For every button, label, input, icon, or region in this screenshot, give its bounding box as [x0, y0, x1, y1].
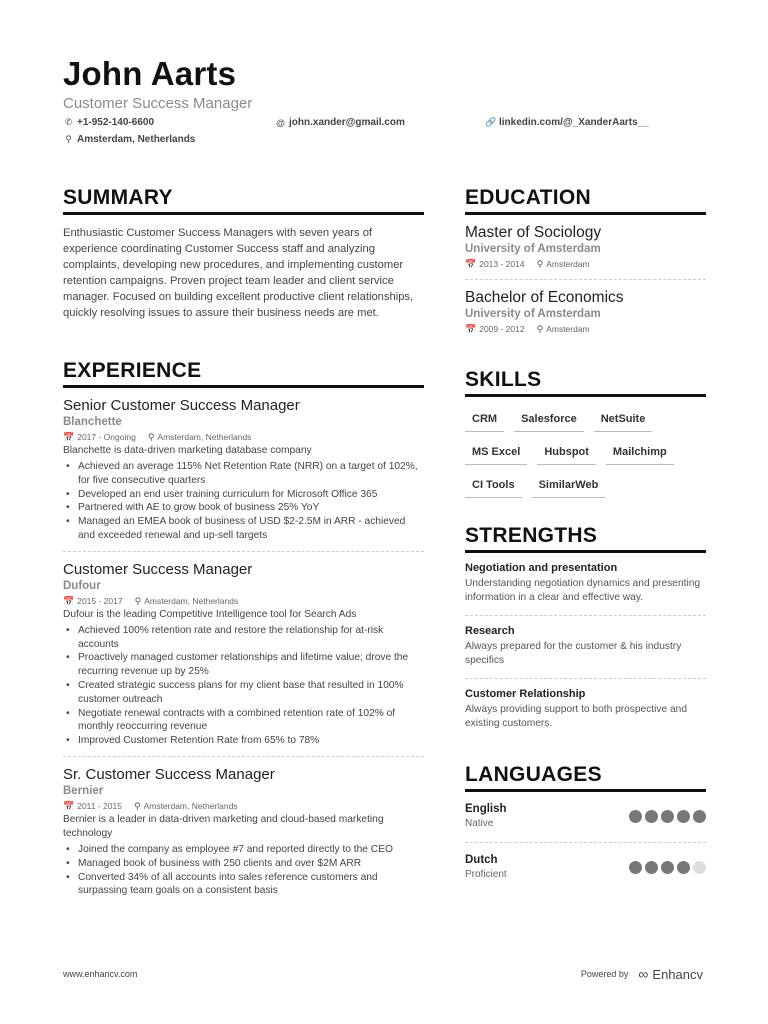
edu-degree: Bachelor of Economics [465, 289, 624, 306]
right-column [465, 186, 706, 893]
strength-description: Always providing support to both prospective and existing customers. [465, 704, 687, 729]
language-level: Native [465, 818, 494, 829]
strength-entry [465, 553, 706, 616]
job-meta [63, 800, 424, 813]
job-location: Amsterdam, Netherlands [143, 800, 238, 811]
calendar-icon: 📅 [465, 259, 477, 269]
contact-linkedin[interactable] [485, 117, 649, 128]
job-title: Sr. Customer Success Manager [63, 765, 275, 783]
strength-description: Always prepared for the customer & his industry specifics [465, 641, 682, 666]
strength-entry [465, 616, 706, 679]
education-section [465, 186, 706, 344]
contact-email[interactable] [275, 117, 405, 128]
skill-tag: SimilarWeb [532, 475, 606, 498]
languages-section [465, 763, 706, 893]
list-item: • Developed an end user training curriculum for Microsoft Office 365 [63, 488, 424, 502]
education-entry [465, 215, 706, 280]
rating-dot-filled [629, 810, 642, 823]
skills-list [465, 409, 706, 498]
location-text: Amsterdam, Netherlands [77, 134, 196, 145]
language-entry [465, 843, 706, 893]
job-location: Amsterdam, Netherlands [144, 595, 239, 606]
location-pin-icon: ⚲ [147, 432, 155, 442]
rating-dot-empty [693, 861, 706, 874]
list-item: • Negotiate renewal contracts with a combined retention rate of 102% of monthly reoccurring revenue [63, 707, 424, 735]
phone-icon: ✆ [64, 117, 73, 127]
strength-title: Negotiation and presentation [465, 562, 618, 574]
skills-section [465, 368, 706, 498]
edu-meta [465, 323, 706, 336]
education-entry [465, 280, 706, 344]
list-item: • Joined the company as employee #7 and reported directly to the CEO [63, 843, 424, 857]
strength-title: Research [465, 625, 515, 637]
job-description: Blanchette is data-driven marketing database company [63, 445, 312, 456]
skill-tag: CRM [465, 409, 504, 432]
skill-tag: CI Tools [465, 475, 522, 498]
job-description: Bernier is a leader in data-driven marketing and cloud-based marketing technology [63, 813, 384, 839]
job-company: Blanchette [63, 416, 122, 428]
job-description: Dufour is the leading Competitive Intelligence tool for Search Ads [63, 608, 357, 620]
left-column [63, 186, 424, 906]
job-company: Dufour [63, 579, 101, 592]
job-bullets [63, 624, 424, 748]
rating-dot-filled [677, 861, 690, 874]
contact-row-2 [63, 134, 703, 150]
location-pin-icon: ⚲ [536, 324, 544, 334]
rating-dot-filled [645, 861, 658, 874]
job-dates: 2017 - Ongoing [77, 432, 136, 442]
rating-dot-filled [629, 861, 642, 874]
footer-url[interactable]: www.enhancv.com [63, 969, 138, 979]
job-company: Bernier [63, 784, 104, 797]
enhancv-logo-icon: ∞ [638, 966, 649, 982]
edu-dates: 2009 - 2012 [479, 324, 525, 334]
strength-entry [465, 679, 706, 741]
list-item: • Improved Customer Retention Rate from 65% to 78% [63, 734, 424, 748]
brand[interactable] [638, 966, 703, 982]
link-icon: 🔗 [485, 117, 497, 127]
skills-title: SKILLS [465, 368, 706, 397]
skill-tag: MS Excel [465, 442, 527, 465]
edu-location: Amsterdam [546, 259, 590, 269]
contact-location [63, 134, 195, 145]
rating-dot-filled [661, 810, 674, 823]
list-item: • Achieved 100% retention rate and restore the relationship for at-risk accounts [63, 624, 424, 652]
brand-name: Enhancv [652, 966, 703, 982]
list-item: • Managed an EMEA book of business of USD $2-2.5M in ARR - achieved and exceeded renewal and up-sell targets [63, 515, 424, 543]
edu-degree: Master of Sociology [465, 224, 602, 241]
list-item: • Proactively managed customer relationships and lifetime value; drove the recurring revenue up by 25% [63, 651, 424, 679]
strength-description: Understanding negotiation dynamics and presenting information in a clear and effective way. [465, 578, 701, 603]
job-location: Amsterdam, Netherlands [157, 432, 252, 442]
language-level: Proficient [465, 869, 507, 880]
edu-meta [465, 258, 706, 271]
list-item: • Created strategic success plans for my client base that resulted in 100% customer outreach [63, 679, 424, 707]
location-pin-icon: ⚲ [133, 800, 141, 811]
job-dates: 2011 - 2015 [77, 800, 122, 811]
skill-tag: NetSuite [594, 409, 653, 432]
experience-title: EXPERIENCE [63, 359, 424, 388]
rating-dot-filled [645, 810, 658, 823]
job-bullets [63, 843, 424, 898]
job-title: Senior Customer Success Manager [63, 397, 300, 414]
list-item: • Managed book of business with 250 clients and over $2M ARR [63, 857, 424, 871]
skill-tag: Mailchimp [606, 442, 674, 465]
edu-school: University of Amsterdam [465, 243, 601, 255]
job-meta [63, 595, 424, 608]
location-pin-icon: ⚲ [65, 134, 72, 144]
edu-school: University of Amsterdam [465, 308, 601, 320]
job-dates: 2015 - 2017 [77, 595, 123, 606]
contact-phone[interactable] [63, 117, 154, 128]
skill-tag: Hubspot [537, 442, 596, 465]
calendar-icon: 📅 [63, 595, 75, 606]
education-title: EDUCATION [465, 186, 706, 215]
edu-location: Amsterdam [546, 324, 590, 334]
linkedin-text: linkedin.com/@_XanderAarts__ [499, 117, 649, 128]
phone-text: +1-952-140-6600 [77, 117, 155, 128]
candidate-name: John Aarts [63, 55, 237, 92]
list-item: • Converted 34% of all accounts into sales reference customers and surpassing team goals on a consistent basis [63, 871, 424, 899]
calendar-icon: 📅 [63, 432, 75, 442]
rating-dot-filled [693, 810, 706, 823]
language-name: Dutch [465, 854, 498, 866]
language-rating [629, 861, 706, 874]
strengths-section [465, 524, 706, 741]
language-name: English [465, 803, 507, 815]
list-item: • Achieved an average 115% Net Retention Rate (NRR) on a target of 102%, for five consecutive quarters [63, 460, 424, 488]
location-pin-icon: ⚲ [134, 595, 142, 606]
job-entry [63, 560, 424, 757]
summary-section [63, 186, 424, 321]
footer [63, 966, 703, 982]
skill-tag: Salesforce [514, 409, 584, 432]
summary-text: Enthusiastic Customer Success Managers with seven years of experience coordinating Customer Success staff and analyzing complaints, developing new procedures, and implementing customer retention campaigns. Proven project team leader and client service manager. Focused on building excellent productive client relationships, quickly resolving issues to assure their business needs are met. [63, 227, 414, 319]
job-bullets [63, 460, 424, 543]
languages-title: LANGUAGES [465, 763, 706, 792]
job-meta [63, 431, 424, 444]
job-title: Customer Success Manager [63, 560, 253, 578]
experience-section [63, 359, 424, 906]
rating-dot-filled [677, 810, 690, 823]
resume-header [63, 56, 703, 150]
summary-title: SUMMARY [63, 186, 424, 215]
strength-title: Customer Relationship [465, 688, 586, 700]
strengths-title: STRENGTHS [465, 524, 706, 553]
job-entry [63, 765, 424, 906]
contact-row-1 [63, 117, 703, 133]
candidate-role: Customer Success Manager [63, 95, 253, 112]
at-icon: @ [276, 117, 285, 128]
calendar-icon: 📅 [63, 800, 75, 811]
language-entry [465, 792, 706, 843]
language-rating [629, 810, 706, 823]
calendar-icon: 📅 [465, 324, 477, 334]
edu-dates: 2013 - 2014 [479, 259, 525, 269]
powered-by-label: Powered by [580, 969, 629, 979]
powered-by [581, 966, 703, 982]
location-pin-icon: ⚲ [536, 259, 544, 269]
list-item: • Partnered with AE to grow book of business 25% YoY [63, 501, 424, 515]
email-text: john.xander@gmail.com [289, 117, 405, 128]
job-entry [63, 396, 424, 552]
rating-dot-filled [661, 861, 674, 874]
